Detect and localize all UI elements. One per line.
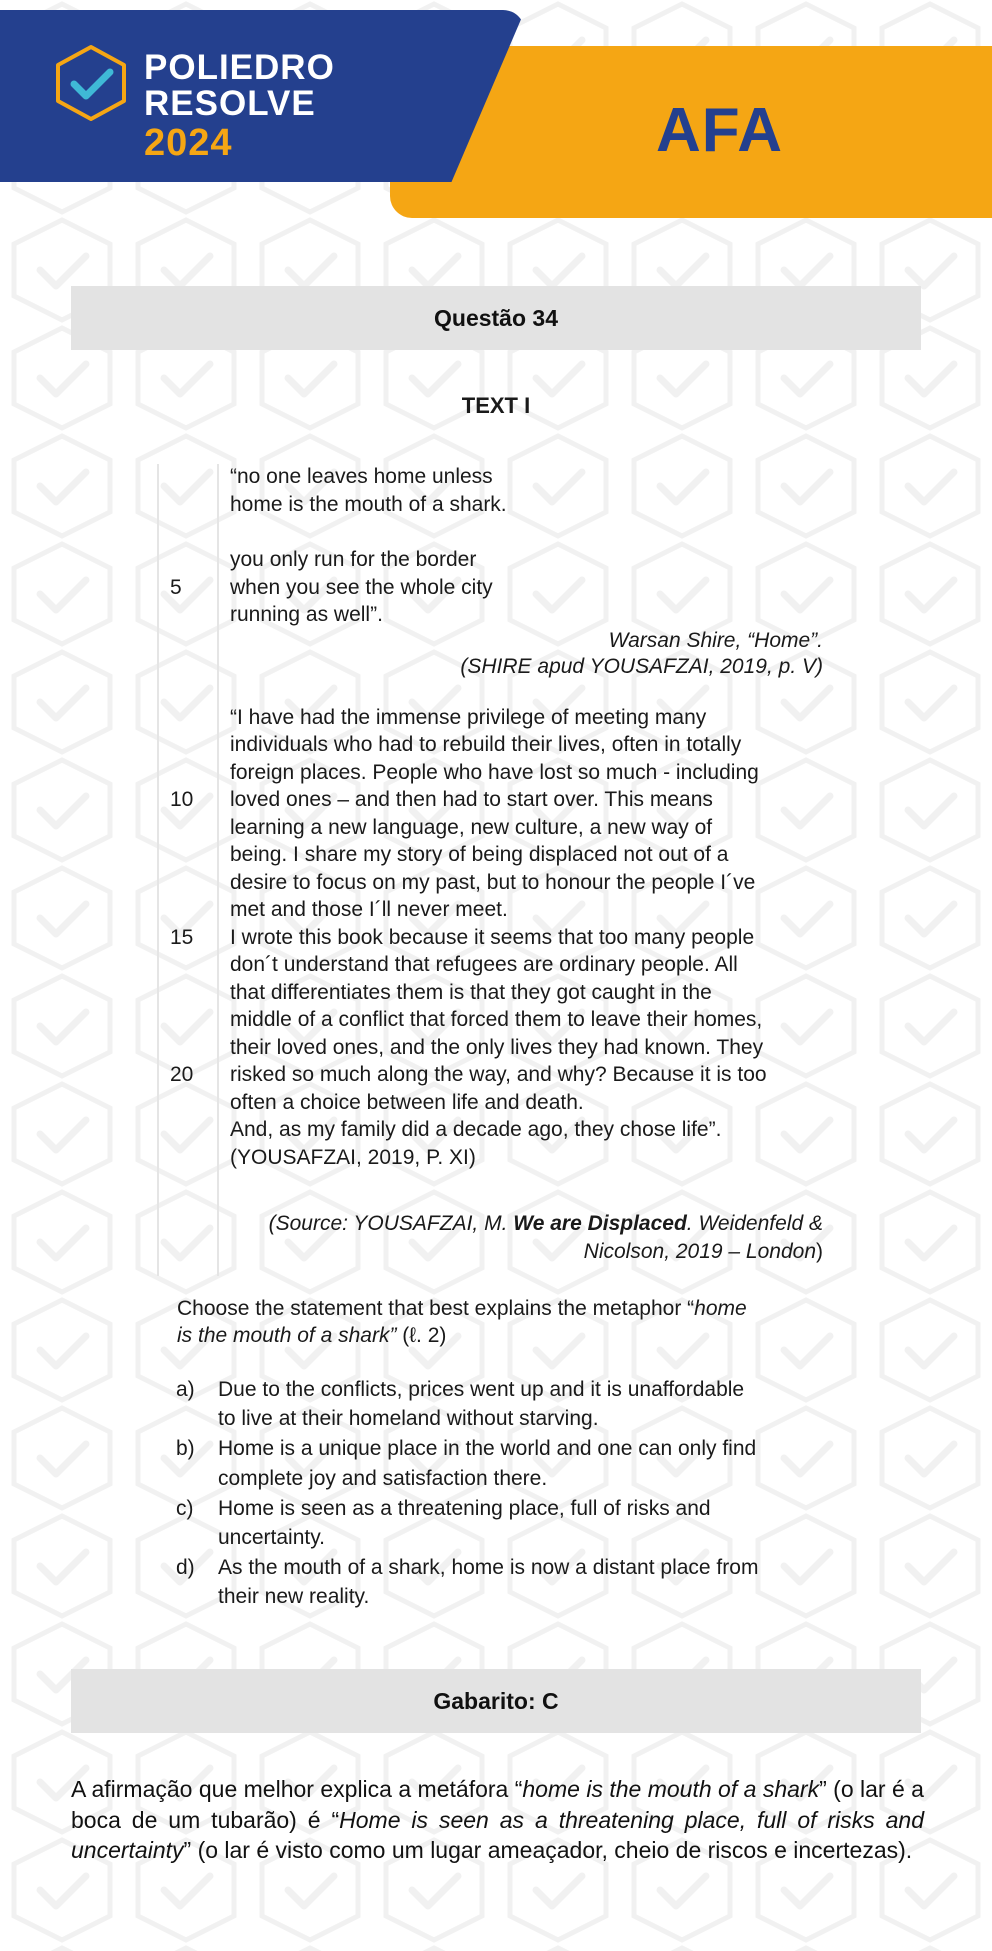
source-publisher: Nicolson, 2019 – London [583, 1240, 816, 1263]
option-b-text: Home is a unique place in the world and one can only find [218, 1437, 757, 1460]
explanation-quote: Home is seen as a threatening place, full of risks and uncertainty [71, 1806, 925, 1863]
prose-line: being. I share my story of being displaced not out of a [230, 843, 729, 866]
poem-line: running as well”. [230, 603, 383, 626]
brand-name-line1: POLIEDRO [144, 48, 335, 87]
check-hexagon-icon [54, 44, 128, 122]
option-letter: b) [176, 1437, 195, 1460]
option-b-text: complete joy and satisfaction there. [218, 1467, 548, 1490]
source-book-title: We are Displaced [513, 1212, 687, 1235]
question-number: Questão 34 [434, 304, 558, 331]
poem-line: you only run for the border [230, 548, 477, 571]
option-d-text: As the mouth of a shark, home is now a distant place from [218, 1556, 759, 1579]
prose-line: their loved ones, and the only lives they had known. They [230, 1036, 764, 1059]
prose-line: (YOUSAFZAI, 2019, P. XI) [230, 1146, 476, 1169]
prose-line: middle of a conflict that forced them to leave their homes, [230, 1008, 763, 1031]
prose-line: foreign places. People who have lost so much - including [230, 761, 759, 784]
question-metaphor: home [694, 1297, 747, 1320]
option-c-text: Home is seen as a threatening place, full of risks and [218, 1497, 711, 1520]
prose-line: learning a new language, new culture, a new way of [230, 816, 713, 839]
line-number: 10 [170, 788, 194, 811]
explanation-quote: home is the mouth of a shark [522, 1776, 820, 1802]
prose-line: loved ones – and then had to start over. This means [230, 788, 713, 811]
prose-line: often a choice between life and death. [230, 1091, 584, 1114]
source-prefix: (Source: YOUSAFZAI, M. [268, 1212, 514, 1235]
line-number: 15 [170, 926, 194, 949]
line-number: 20 [170, 1063, 194, 1086]
question-line-ref: (ℓ. 2) [396, 1324, 447, 1347]
option-c-text: uncertainty. [218, 1526, 325, 1549]
question-header-bar [71, 286, 921, 350]
explanation-text: ” (o lar é a boca de um tubarão) é “ [71, 1776, 924, 1833]
source-citation-line2 [230, 1238, 823, 1266]
explanation-text: A afirmação que melhor explica a metáfora “ [71, 1776, 523, 1802]
poem-attribution: Warsan Shire, “Home”. [608, 629, 823, 652]
question-statement-line2 [177, 1322, 822, 1350]
prose-line: that differentiates them is that they got caught in the [230, 981, 712, 1004]
source-citation [230, 1210, 823, 1238]
option-letter: d) [176, 1556, 195, 1579]
prose-line: risked so much along the way, and why? Because it is too [230, 1063, 767, 1086]
question-metaphor-cont: is the mouth of a shark” [177, 1324, 397, 1347]
prose-line: “I have had the immense privilege of meeting many [230, 706, 707, 729]
exam-name: AFA [656, 96, 783, 165]
line-number: 5 [170, 576, 182, 599]
brand-year: 2024 [144, 122, 233, 164]
option-d-text: their new reality. [218, 1585, 370, 1608]
line-number-divider [217, 464, 219, 1276]
option-a-text: Due to the conflicts, prices went up and it is unaffordable [218, 1378, 745, 1401]
answer-header-bar [71, 1669, 921, 1733]
prose-line: desire to focus on my past, but to honour the people I´ve [230, 871, 756, 894]
option-letter: a) [176, 1378, 195, 1401]
question-prefix: Choose the statement that best explains the metaphor “ [177, 1297, 695, 1320]
poem-attribution: (SHIRE apud YOUSAFZAI, 2019, p. V) [460, 655, 823, 678]
source-suffix: . Weidenfeld & [686, 1212, 823, 1235]
question-statement [177, 1295, 822, 1323]
prose-line: met and those I´ll never meet. [230, 898, 508, 921]
prose-line: And, as my family did a decade ago, they chose life”. [230, 1118, 722, 1141]
poem-line: home is the mouth of a shark. [230, 493, 507, 516]
answer-key: Gabarito: C [433, 1687, 559, 1714]
prose-line: individuals who had to rebuild their lives, often in totally [230, 733, 742, 756]
brand-name-line2: RESOLVE [144, 84, 316, 123]
prose-line: don´t understand that refugees are ordinary people. All [230, 953, 738, 976]
text-title: TEXT I [461, 393, 531, 418]
poem-line: “no one leaves home unless [230, 465, 493, 488]
source-close: ) [816, 1240, 823, 1263]
explanation-text: ” (o lar é visto como um lugar ameaçador, cheio de riscos e incertezas). [183, 1837, 913, 1863]
poem-line: when you see the whole city [230, 576, 493, 599]
option-letter: c) [176, 1497, 194, 1520]
prose-line: I wrote this book because it seems that too many people [230, 926, 755, 949]
option-a-text: to live at their homeland without starving. [218, 1407, 599, 1430]
answer-explanation [71, 1774, 924, 1866]
